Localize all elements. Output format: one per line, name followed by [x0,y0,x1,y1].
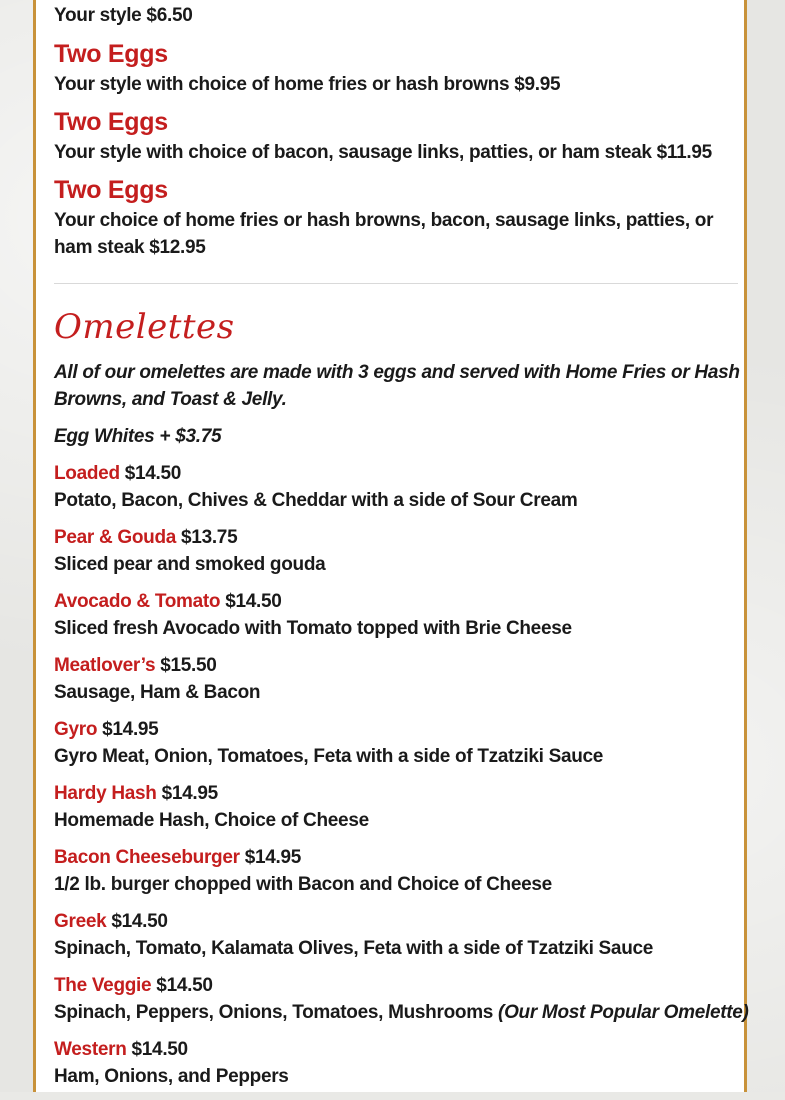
item-price: $14.95 [102,719,159,740]
item-price: $14.50 [111,911,168,932]
menu-entry [54,39,744,98]
section-divider [54,283,738,284]
list-item [54,844,744,898]
list-item [54,460,744,514]
item-name: Hardy Hash [54,783,157,804]
item-description: 1/2 lb. burger chopped with Bacon and Choice of Cheese [54,874,552,895]
omelettes-intro: All of our omelettes are made with 3 eggs and served with Home Fries or Hash Browns, and Toast & Jelly. [54,362,740,410]
entry-description: Your choice of home fries or hash browns, bacon, sausage links, patties, or ham steak $12.95 [54,210,714,258]
item-description: Potato, Bacon, Chives & Cheddar with a side of Sour Cream [54,490,578,511]
list-item [54,588,744,642]
item-note: (Our Most Popular Omelette) [498,1002,749,1023]
item-description: Ham, Onions, and Peppers [54,1066,289,1087]
item-price: $14.50 [131,1039,188,1060]
item-name: Loaded [54,463,120,484]
item-price: $14.50 [156,975,213,996]
item-price: $15.50 [160,655,217,676]
list-item [54,972,749,1026]
item-price: $13.75 [181,527,238,548]
menu-entry [54,175,744,261]
item-description: Sliced pear and smoked gouda [54,554,326,575]
list-item [54,1036,744,1090]
menu-content [54,0,749,1100]
style-price-line: Your style $6.50 [54,5,193,26]
section-heading-omelettes: Omelettes [54,307,235,347]
item-description: Spinach, Peppers, Onions, Tomatoes, Mushrooms [54,1002,494,1023]
list-item [54,780,744,834]
entry-title: Two Eggs [54,40,168,68]
item-description: Sausage, Ham & Bacon [54,682,261,703]
entry-description: Your style with choice of bacon, sausage links, patties, or ham steak $11.95 [54,142,712,163]
item-price: $14.50 [124,463,182,484]
list-item [54,524,744,578]
item-name: The Veggie [54,975,152,996]
item-description: Spinach, Tomato, Kalamata Olives, Feta with a side of Tzatziki Sauce [54,938,654,959]
item-name: Western [54,1039,127,1060]
item-description: Gyro Meat, Onion, Tomatoes, Feta with a side of Tzatziki Sauce [54,746,604,767]
item-description: Homemade Hash, Choice of Cheese [54,810,369,831]
item-name: Gyro [54,719,98,740]
item-price: $14.50 [225,591,282,612]
item-price: $14.95 [161,783,218,804]
menu-entry [54,107,744,166]
entry-title: Two Eggs [54,176,168,204]
omelette-list [54,460,749,1090]
entry-title: Two Eggs [54,108,168,136]
list-item [54,716,744,770]
egg-whites-note: Egg Whites + $3.75 [54,426,222,447]
list-item [54,652,744,706]
item-name: Meatlover’s [54,655,156,676]
list-item [54,908,744,962]
item-name: Bacon Cheeseburger [54,847,240,868]
entry-description: Your style with choice of home fries or hash browns $9.95 [54,74,561,95]
item-description: Sliced fresh Avocado with Tomato topped with Brie Cheese [54,618,572,639]
menu-panel [33,0,747,1092]
item-name: Greek [54,911,107,932]
item-price: $14.95 [244,847,302,868]
item-name: Pear & Gouda [54,527,177,548]
item-name: Avocado & Tomato [54,591,221,612]
